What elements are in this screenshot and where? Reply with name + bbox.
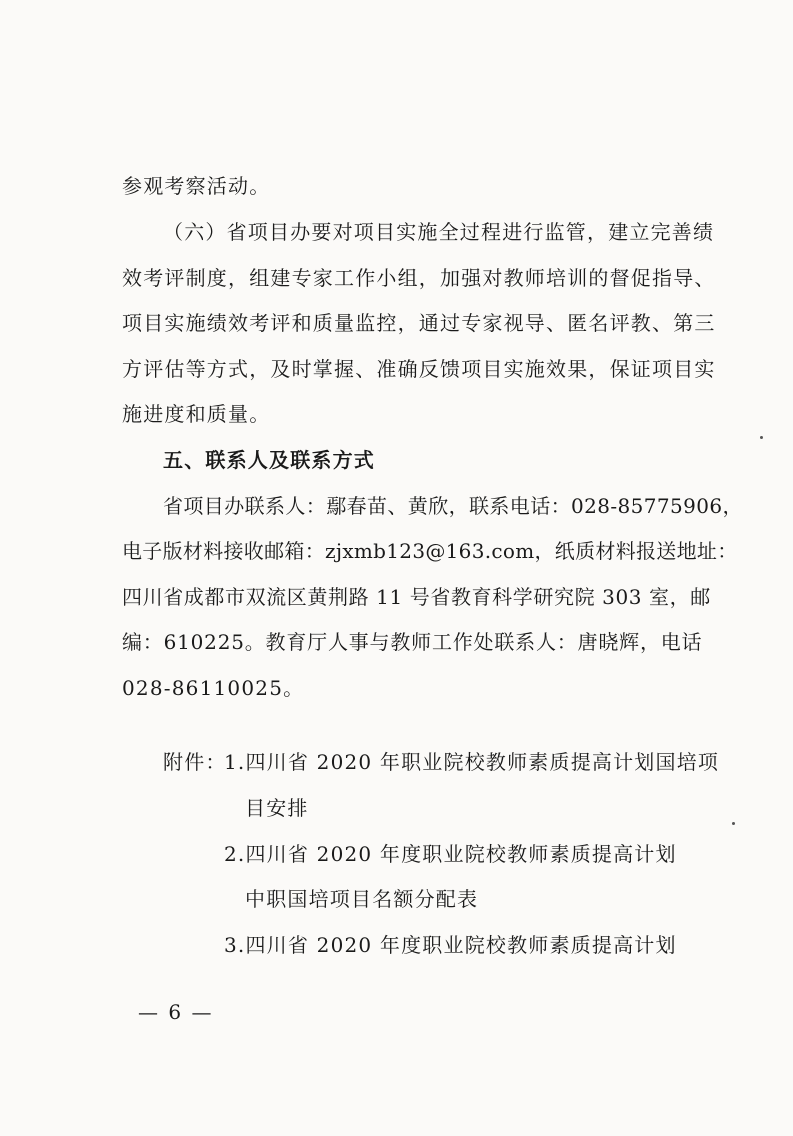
attachment-item: 1.四川省 2020 年职业院校教师素质提高计划国培项 (224, 750, 720, 774)
contact-line: 028-86110025。 (122, 676, 305, 700)
body-line: （六）省项目办要对项目实施全过程进行监管，建立完善绩 (163, 220, 715, 244)
page-number: — 6 — (138, 1000, 214, 1024)
body-line: 项目实施绩效考评和质量监控，通过专家视导、匿名评教、第三 (122, 311, 716, 335)
scan-speck (760, 436, 763, 439)
attachment-item: 2.四川省 2020 年度职业院校教师素质提高计划 (224, 842, 677, 866)
contact-line: 省项目办联系人：鄢春苗、黄欣，联系电话：028-85775906， (163, 494, 743, 518)
attachment-item: 3.四川省 2020 年度职业院校教师素质提高计划 (224, 933, 677, 957)
attachment-item: 目安排 (245, 796, 309, 820)
body-line: 施进度和质量。 (122, 402, 271, 426)
body-line: 方评估等方式，及时掌握、准确反馈项目实施效果，保证项目实 (122, 357, 716, 381)
contact-line: 编：610225。教育厅人事与教师工作处联系人：唐晓辉，电话 (122, 630, 703, 654)
contact-line: 电子版材料接收邮箱：zjxmb123@163.com，纸质材料报送地址： (122, 539, 738, 563)
contact-line: 四川省成都市双流区黄荆路 11 号省教育科学研究院 303 室，邮 (122, 585, 711, 609)
body-line: 参观考察活动。 (122, 174, 271, 198)
section-heading: 五、联系人及联系方式 (163, 448, 375, 472)
body-line: 效考评制度，组建专家工作小组，加强对教师培训的督促指导、 (122, 266, 716, 290)
scan-speck (732, 822, 735, 825)
attachments-label: 附件： (163, 750, 227, 774)
attachment-item: 中职国培项目名额分配表 (245, 887, 479, 911)
